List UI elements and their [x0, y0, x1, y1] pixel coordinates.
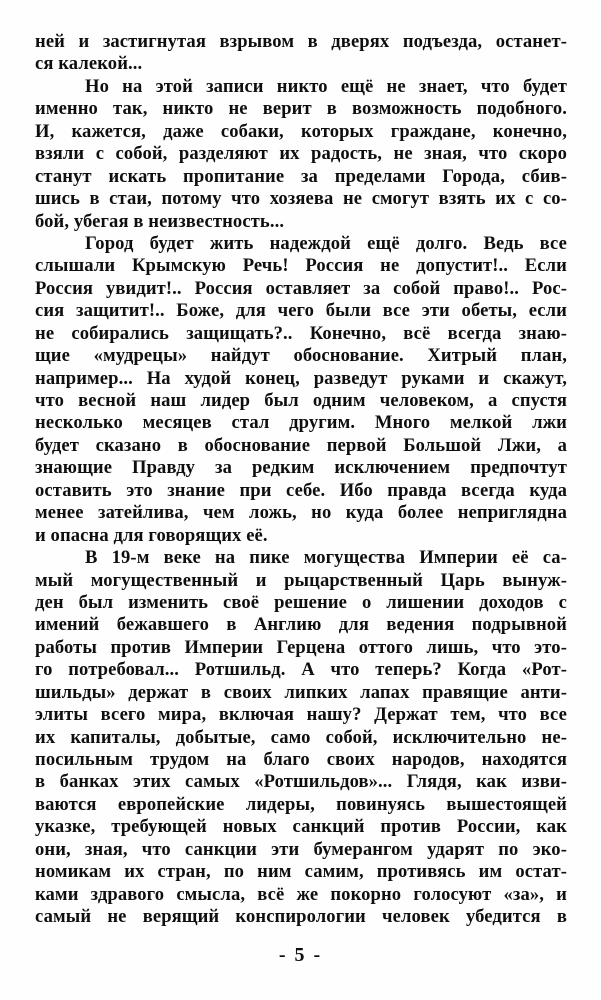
text-column — [35, 31, 567, 929]
text-line: элиты всего мира, включая нашу? Держат тем, что все — [35, 704, 567, 726]
text-line: в банках этих самых «Ротшильдов»... Глядя, как изви- — [35, 771, 567, 793]
text-line: сия защитит!.. Боже, для чего были все эти обеты, если — [35, 300, 567, 322]
text-line: ками здравого смысла, всё же покорно голосуют «за», и — [35, 883, 567, 905]
text-line: именно так, никто не верит в возможность подобного. — [35, 98, 567, 120]
text-line: шильды» держат в своих липких лапах правящие анти- — [35, 681, 567, 703]
text-line: щие «мудрецы» найдут обоснование. Хитрый план, — [35, 345, 567, 367]
text-line: посильным трудом на благо своих народов, находятся — [35, 749, 567, 770]
text-line: номикам их стран, по ним самим, противясь им остат- — [35, 861, 567, 883]
text-line: будет сказано в обоснование первой Большой Лжи, а — [35, 434, 567, 456]
text-line: и опасна для говорящих её. — [35, 524, 268, 546]
text-line: В 19-м веке на пике могущества Империи её са- — [85, 547, 567, 569]
text-line: ваются европейские лидеры, повинуясь вышестоящей — [35, 793, 567, 815]
text-line: знающие Правду за редким исключением предпочтут — [35, 457, 567, 479]
text-line: ден был изменить своё решение о лишении доходов с — [35, 591, 567, 613]
text-line: указке, требующей новых санкций против России, как — [35, 816, 567, 838]
text-line: что весной наш лидер был одним человеком, а спустя — [35, 390, 567, 411]
text-line: ся калекой... — [35, 53, 143, 75]
text-line: ней и застигнутая взрывом в дверях подъезда, останет- — [35, 31, 567, 52]
text-line: несколько месяцев стал другим. Много мелкой лжи — [35, 412, 567, 434]
text-line: их капиталы, добытые, само собой, исключительно не- — [35, 726, 567, 748]
text-line: самый не верящий конспирологии человек убедится в — [35, 906, 567, 928]
text-line: шись в стаи, потому что хозяева не смогут взять их с со- — [35, 188, 567, 210]
text-line: работы против Империи Герцена оттого лишь, что это- — [35, 636, 567, 658]
text-line: менее затейлива, чем ложь, но куда более неприглядна — [35, 502, 567, 524]
text-line: не собирались защищать?.. Конечно, всё всегда знаю- — [35, 322, 567, 344]
text-line: бой, убегая в неизвестность... — [35, 210, 285, 232]
text-line: оставить это знание при себе. Ибо правда всегда куда — [35, 479, 567, 501]
text-line: И, кажется, даже собаки, которых граждане, конечно, — [35, 120, 567, 142]
text-line: станут искать пропитание за пределами Города, сбив- — [35, 165, 567, 187]
text-line: го потребовал... Ротшильд. А что теперь? Когда «Рот- — [35, 659, 567, 681]
text-line: Но на этой записи никто ещё не знает, что будет — [85, 75, 567, 97]
text-line: они, зная, что санкции эти бумерангом ударят по эко- — [35, 838, 567, 860]
text-line: Город будет жить надеждой ещё долго. Ведь все — [85, 232, 567, 254]
text-line: например... На худой конец, разведут руками и скажут, — [35, 367, 567, 389]
text-line: мый могущественный и рыцарственный Царь вынуж- — [35, 569, 567, 591]
text-line: взяли с собой, разделяют их радость, не зная, что скоро — [35, 143, 567, 165]
page-number: - 5 - — [278, 944, 323, 966]
text-line: имений бежавшего в Англию для ведения подрывной — [35, 614, 567, 636]
text-line: Россия увидит!.. Россия оставляет за собой право!.. Рос- — [35, 277, 567, 299]
text-line: слышали Крымскую Речь! Россия не допустит!.. Если — [35, 255, 567, 277]
